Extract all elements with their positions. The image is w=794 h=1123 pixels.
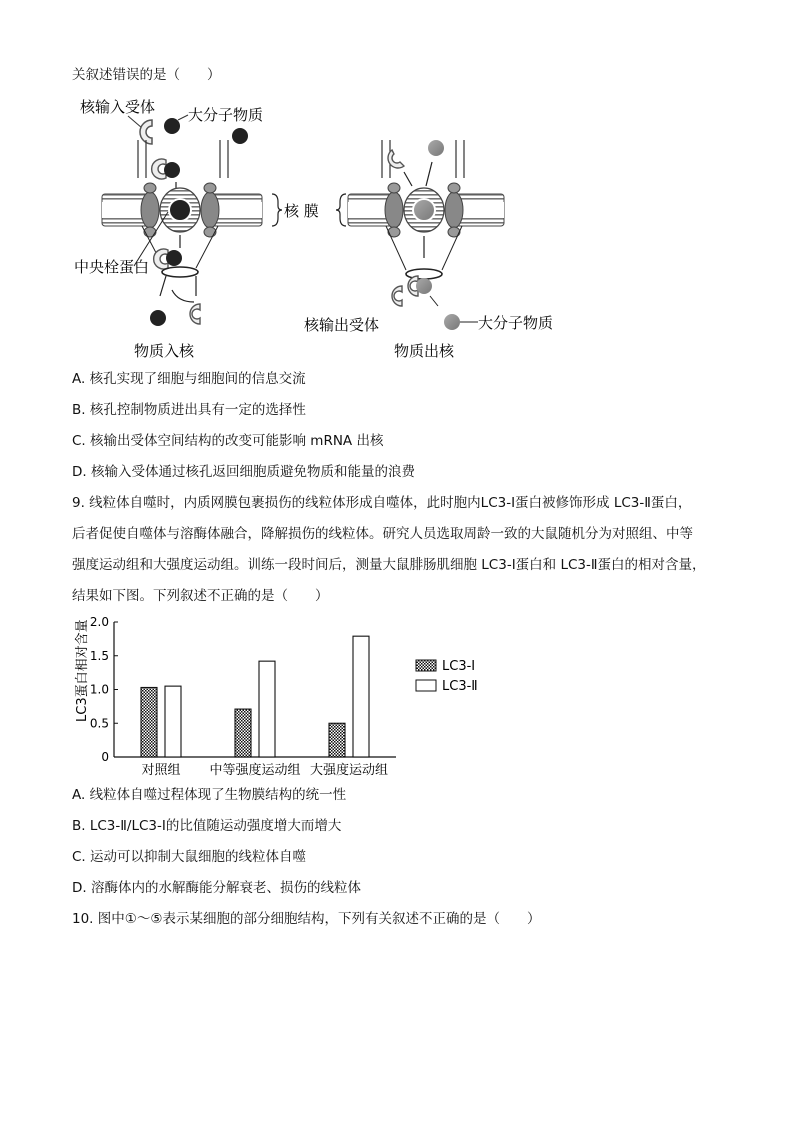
bar-lc3-ii [259, 661, 275, 757]
q9-stem-line: 强度运动组和大强度运动组。训练一段时间后，测量大鼠腓肠肌细胞 LC3-Ⅰ蛋白和 LC3-Ⅱ蛋白的相对含量， [72, 557, 706, 573]
bar-lc3-i [141, 687, 157, 757]
q8-option-c: C. 核输出受体空间结构的改变可能影响 mRNA 出核 [72, 433, 384, 449]
q8-option-a: A. 核孔实现了细胞与细胞间的信息交流 [72, 371, 306, 387]
import-panel [74, 98, 263, 360]
bar-lc3-i [329, 723, 345, 757]
caption-import: 物质入核 [134, 342, 195, 360]
legend-swatch [416, 660, 436, 671]
q8-option-d: D. 核输入受体通过核孔返回细胞质避免物质和能量的浪费 [72, 464, 415, 480]
y-axis-label: LC3蛋白相对含量 [75, 619, 90, 722]
bar-lc3-ii [353, 636, 369, 757]
x-tick-label: 大强度运动组 [309, 763, 389, 778]
q9-stem-line: 后者促使自噬体与溶酶体融合，降解损伤的线粒体。研究人员选取周龄一致的大鼠随机分为对照组、中等 [72, 526, 693, 542]
q9-stem-line: 结果如下图。下列叙述不正确的是（ ） [72, 588, 329, 604]
caption-export: 物质出核 [394, 342, 455, 360]
q9-option-c: C. 运动可以抑制大鼠细胞的线粒体自噬 [72, 849, 307, 865]
export-receptor-icon [392, 286, 402, 306]
q9-option-a: A. 线粒体自噬过程体现了生物膜结构的统一性 [72, 787, 347, 803]
x-tick-label: 对照组 [141, 763, 181, 778]
macromolecule-icon [232, 128, 248, 144]
macromolecule-gray-icon [444, 314, 460, 330]
macromolecule-label-top: 大分子物质 [188, 106, 264, 124]
x-tick-label: 中等强度运动组 [209, 763, 301, 778]
q9-option-b: B. LC3-Ⅱ/LC3-Ⅰ的比值随运动强度增大而增大 [72, 818, 342, 834]
q9-option-d: D. 溶酶体内的水解酶能分解衰老、损伤的线粒体 [72, 880, 361, 896]
macromolecule-label-bottom: 大分子物质 [478, 314, 554, 332]
q8-stem-tail: 关叙述错误的是（ ） [72, 67, 221, 83]
y-tick-label: 0.5 [89, 716, 109, 731]
nuclear-pore-diagram [60, 90, 580, 370]
lc3-bar-chart [70, 612, 510, 782]
bar-lc3-i [235, 709, 251, 757]
legend-swatch [416, 680, 436, 691]
import-receptor-label: 核输入受体 [80, 98, 156, 116]
central-plug-label: 中央栓蛋白 [74, 258, 150, 276]
nuclear-envelope-label: 核 膜 [284, 202, 319, 220]
legend-label: LC3-Ⅱ [442, 679, 478, 694]
y-tick-label: 2.0 [89, 615, 109, 629]
export-receptor-label: 核输出受体 [304, 316, 380, 334]
q9-stem-line: 9. 线粒体自噬时，内质网膜包裹损伤的线粒体形成自噬体，此时胞内LC3-Ⅰ蛋白被修饰形成 LC3-Ⅱ蛋白， [72, 495, 692, 511]
q10-stem: 10. 图中①～⑤表示某细胞的部分细胞结构，下列有关叙述不正确的是（ ） [72, 911, 541, 927]
legend-label: LC3-Ⅰ [442, 659, 476, 674]
q8-option-b: B. 核孔控制物质进出具有一定的选择性 [72, 402, 306, 418]
y-tick-label: 1.0 [89, 682, 109, 697]
y-tick-label: 1.5 [89, 648, 109, 663]
y-tick-label: 0 [101, 750, 109, 764]
macromolecule-icon [164, 118, 180, 134]
bar-lc3-ii [165, 686, 181, 757]
export-panel [304, 140, 553, 360]
